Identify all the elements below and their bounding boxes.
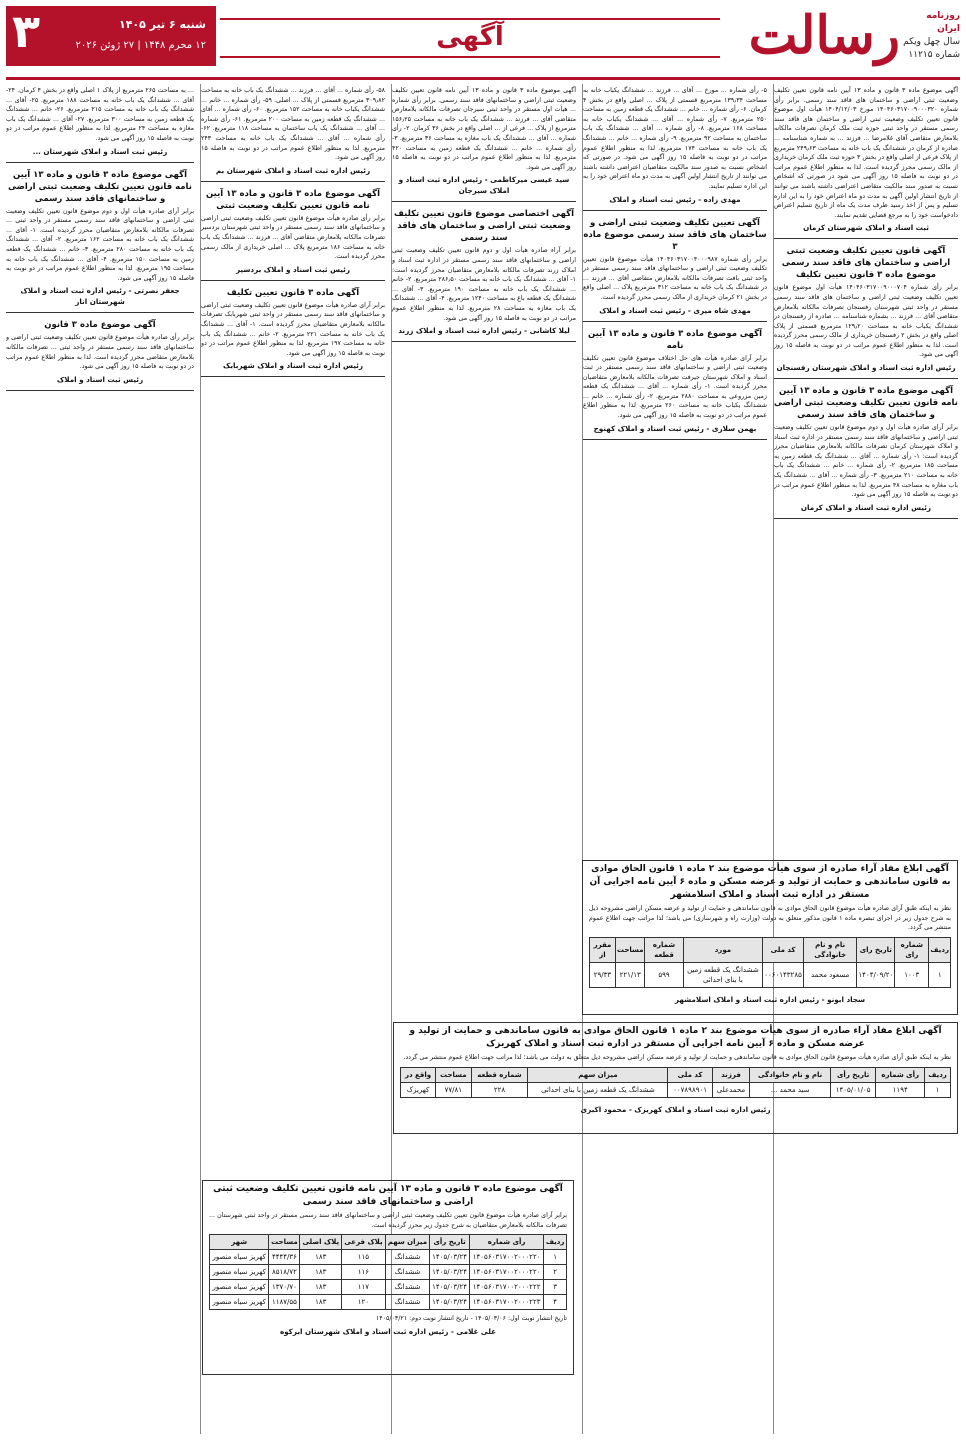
notice-signature: رئیس اداره ثبت اسناد و املاک شهرستان رفسنجان (776, 363, 956, 373)
table-header-cell: تاریخ رای (857, 937, 895, 962)
notice-title: آگهی ماده ۳ قانون تعیین تکلیف (226, 287, 360, 298)
notice-title: آگهی ابلاغ مفاد آراء صادره از سوی هیأت موضوع بند ۲ ماده ۱ قانون الحاق موادی به قانون ساماندهی و حمایت از تولید و عرضه مسکن و ماده ۶ آیین نامه اجرایی آن مستقر در اداره ثبت اسناد و املاک کهریزک (409, 1026, 942, 1049)
date-persian: شنبه ۶ تیر ۱۴۰۵ (118, 18, 206, 31)
table-cell: ۱۸۳ (300, 1280, 342, 1295)
table-cell: ۲ (544, 1265, 567, 1280)
table-cell: ۱۳۷۰/۷۰ (269, 1280, 300, 1295)
notice-signature: جعفر نصرتی - رئیس اداره ثبت اسناد و املاک شهرستان انار (20, 286, 180, 307)
legal-notice (392, 84, 576, 202)
notice-table-box-2 (393, 1022, 958, 1134)
table-cell: ششدانگ یک قطعه زمین با بنای احداثی (683, 962, 763, 987)
country: ایران (937, 24, 960, 34)
table-row (210, 1265, 567, 1280)
table-header-cell: فرزند (712, 1067, 750, 1082)
notice-intro: نظر به اینکه طبق آرای صادره هیأت موضوع قانون الحاق موادی به قانون ساماندهی و حمایت از تولید و عرضه مسکن اراضی مشروحه ذیل به شرح جدول زیر در اجرای تبصره ماده ۱ قانون مذکور متعلق به دولت (وزارت راه و شهرسازی) می باشد؛ لذا مراتب جهت اطلاع عموم منتشر می گردد. (589, 905, 951, 932)
table-header-cell: نام و نام خانوادگی (750, 1067, 831, 1082)
table-cell: ۱ (544, 1250, 567, 1265)
notice-signature: رئیس ثبت اسناد و املاک (56, 374, 144, 384)
table-cell: ۵۹۹ (645, 962, 683, 987)
table-header-cell: مقرر از (590, 937, 616, 962)
table-header-cell: ردیف (925, 1067, 951, 1082)
notice-title: آگهی موضوع ماده ۳ قانون (44, 320, 156, 331)
section-title: آگهی (436, 22, 504, 52)
notice-body: برابر آرای صادره هیأت اول و دوم موضوع قانون تعیین تکلیف وضعیت ثبتی اراضی و ساختمانهای فاقد سند رسمی مستقر در واحد ثبتی ... تصرفات مالکانه بلامعارض متقاضیان محرز گردیده است. ۱- آقای ... ششدانگ یک باب خانه به مساحت ۱۶۲ مترمربع. ۲- آقای ... ششدانگ یک باب خانه به مساحت ۲۸۰ مترمربع. ۳- خانم ... ششدانگ یک قطعه زمین به مساحت ۱۵۰ مترمربع. ۴- آقای ... ششدانگ یک باب خانه به مساحت ۱۹۵ مترمربع. لذا به منظور اطلاع عموم مراتب در دو نوبت به فاصله ۱۵ روز آگهی می شود. (6, 207, 194, 282)
table-cell: ۱۰۰۳ (895, 962, 929, 987)
table-cell: ششدانگ یک قطعه زمین با بنای احداثی (528, 1082, 668, 1097)
masthead-meta (902, 10, 960, 62)
page-number: ۳ (12, 4, 41, 58)
notice-signature: مهدی زاده - رئیس ثبت اسناد و املاک (609, 194, 741, 204)
publication-dates: تاریخ انتشار نوبت اول: ۱۴۰۵/۰۳/۰۶ - تاریخ انتشار نوبت دوم: ۱۴۰۵/۰۳/۲۱ (375, 1315, 567, 1323)
notice-body: برابر آرای صادره هیأت موضوع قانون تعیین تکلیف وضعیت ثبتی اراضی و ساختمانهای فاقد سند رسمی مستقر در واحد ثبتی شهربابک تصرفات مالکانه بلامعارض متقاضیان محرز گردیده است. ۱- آقای ... ششدانگ یک باب خانه به مساحت ۲۲۱ مترمربع. ۲- خانم ... ششدانگ یک باب خانه به مساحت ۱۹۷ مترمربع. لذا به منظور اطلاع عموم مراتب در دو نوبت به فاصله ۱۵ روز آگهی می شود. (201, 301, 385, 357)
table-cell: ۲۲۱/۱۳ (615, 962, 645, 987)
table-header-cell: ردیف (929, 937, 951, 962)
notice-signature: بهمن سلاری - رئیس ثبت اسناد و املاک کهنوج (593, 423, 757, 433)
table-cell: ششدانگ (385, 1295, 430, 1310)
paper-type: روزنامه (926, 11, 960, 21)
table-header-cell: پلاک اصلی (300, 1235, 342, 1250)
table-cell: ۱۱۸۷/۵۵ (269, 1295, 300, 1310)
table-header-cell: میزان سهم (385, 1235, 430, 1250)
notice-body: ۵۸- رأی شماره ... آقای ... فرزند ... ششدانگ یک باب خانه به مساحت ۳۰۹٫۸۲ مترمربع قسمتی از پلاک ... اصلی. ۵۹- رأی شماره ... خانم ... ششدانگ یکباب خانه به مساحت ۱۵۲ مترمربع. ۶۰- رأی شماره ... آقای ... ششدانگ یک قطعه زمین به مساحت ۲۰۰ مترمربع. ۶۱- رأی شماره ... آقای ... ششدانگ یک باب ساختمان به مساحت ۱۱۸ مترمربع. ۶۲- رأی شماره ... آقای ... ششدانگ یک باب خانه به مساحت ۲۴۳ مترمربع. لذا به منظور اطلاع عموم مراتب در دو نوبت به فاصله ۱۵ روز آگهی می شود. (201, 87, 385, 162)
table-header-cell: شماره قطعه (471, 1067, 528, 1082)
notice-body: ... به مساحت ۲۶۵ مترمربع از پلاک ۱ اصلی واقع در بخش ۴ کرمان. ۲۴- آقای ... ششدانگ یک باب خانه به مساحت ۱۸۸ مترمربع. ۲۵- آقای ... ششدانگ یک باب خانه به مساحت ۲۱۵ مترمربع. ۲۶- خانم ... ششدانگ یک قطعه زمین به مساحت ۳۰۰ مترمربع. ۲۷- آقای ... ششدانگ یک باب مغازه به مساحت ۲۴ مترمربع. لذا به منظور اطلاع عموم مراتب در دو نوبت به فاصله ۱۵ روز آگهی می شود. (6, 87, 194, 142)
legal-notice (6, 167, 194, 314)
table-header-cell: نام و نام خانوادگی (803, 937, 857, 962)
table-cell: محمدعلی (712, 1082, 750, 1097)
notice-signature: ثبت اسناد و املاک شهرستان کرمان (803, 223, 929, 233)
table-header-cell: شماره رای (895, 937, 929, 962)
notice-intro: نظر به اینکه طبق آرای صادره هیأت موضوع قانون الحاق موادی به قانون ساماندهی و حمایت از تولید و عرضه مسکن اراضی مشروحه ذیل متعلق به دولت می باشد؛ لذا مراتب جهت اطلاع عموم منتشر می گردد. (403, 1054, 951, 1061)
table-cell: ۱۴۰۵۶۰۳۱۷۰۰۲۰۰۰۲۲۲ (469, 1280, 543, 1295)
table-cell: ۱۲۰ (342, 1295, 386, 1310)
column-1 (774, 84, 958, 854)
table-cell: ۱۴۰۵/۰۳/۲۴ (430, 1280, 470, 1295)
table-header-cell: رأی شماره (876, 1067, 925, 1082)
table-header-cell: رأی شماره (469, 1235, 543, 1250)
column-5 (6, 84, 194, 1434)
table-row (210, 1295, 567, 1310)
notice-signature: سید عیسی میرکاظمی - رئیس اداره ثبت اسناد و املاک سیرجان (398, 175, 570, 196)
table-cell: ۷۷/۸۱ (436, 1082, 471, 1097)
table-cell: ۱۸۳ (300, 1265, 342, 1280)
notice-signature: مهدی شاه میری - رئیس ثبت اسناد و املاک (599, 305, 751, 315)
legal-notice (201, 285, 385, 378)
masthead (6, 4, 960, 80)
table-cell: ششدانگ (385, 1250, 430, 1265)
notice-body: آگهی موضوع ماده ۳ قانون و ماده ۱۳ آیین نامه قانون تعیین تکلیف وضعیت ثبتی اراضی و ساختمانهای فاقد سند رسمی. برابر رأی شماره ... هیأت اول مستقر در واحد ثبتی سیرجان تصرفات مالکانه بلامعارض متقاضی آقای ... فرزند ... ششدانگ یک باب خانه به مساحت ۱۵۶٫۲۵ مترمربع از پلاک ... فرعی از ... اصلی واقع در بخش ۳۶ کرمان. ۲- رأی شماره ... آقای ... ششدانگ یک باب مغازه به مساحت ۳۶ مترمربع. ۳- رأی شماره ... خانم ... ششدانگ یک قطعه زمین به مساحت ۴۲۰ مترمربع. لذا به منظور اطلاع عموم مراتب در دو نوبت به فاصله ۱۵ روز آگهی می شود. (392, 87, 576, 171)
legal-notice (6, 317, 194, 390)
table-row (401, 1082, 951, 1097)
table-cell: ۰۰۷۸۹۸۹۰۱ (668, 1082, 712, 1097)
notice-signature: سجاد ابونو - رئیس اداره ثبت اسناد و املاک اسلامشهر (674, 994, 866, 1004)
column-3 (392, 84, 576, 1169)
logo-block (720, 4, 960, 74)
table-cell: ۴۴۴۴/۳۶ (269, 1250, 300, 1265)
table-cell: ۰۰۶۰۱۴۳۲۸۵ (763, 962, 804, 987)
date-hijri-gregorian: ۱۲ محرم ۱۴۴۸ | ۲۷ ژوئن ۲۰۲۶ (75, 40, 206, 51)
table-cell: ۱۴۰۵۶۰۳۱۷۰۰۲۰۰۰۲۲۰ (469, 1250, 543, 1265)
issue-number: شماره ۱۱۲۱۵ (908, 50, 960, 60)
notice-body: برابر رأی شماره ۱۴۰۴۶۰۳۱۷۰۰۹۰۰۰۷۰۴ هیأت اول موضوع قانون تعیین تکلیف وضعیت ثبتی اراضی و ساختمان های فاقد سند رسمی مستقر در واحد ثبتی شهرستان رفسنجان تصرفات مالکانه بلامعارض متقاضی آقای ... فرزند ... بشماره شناسنامه ... صادره از رفسنجان در ششدانگ یکباب خانه به مساحت ۱۲۹٫۲۰ مترمربع قسمتی از پلاک اصلی واقع در بخش ۲ رفسنجان خریداری از مالک رسمی محرز گردیده است. لذا به منظور اطلاع عموم مراتب در دو نوبت به فاصله ۱۵ روز آگهی می شود. (774, 284, 958, 359)
table-cell: کهریز سیاه منصور (210, 1265, 269, 1280)
table-header-cell: کد ملی (763, 937, 804, 962)
column-4 (201, 84, 385, 1084)
table-cell: ۱۴۰۵/۰۳/۲۴ (430, 1295, 470, 1310)
legal-notice (774, 84, 958, 239)
table-cell: ۱۴۰۴/۰۹/۲۰ (857, 962, 895, 987)
table-cell: کهریز سیاه منصور (210, 1280, 269, 1295)
table-cell: کهریز سیاه منصور (210, 1250, 269, 1265)
notice-body: برابر رأی شماره ۱۴۰۴۶۰۳۱۷۰۰۴۰۰۰۹۸۷ هیأت موضوع قانون تعیین تکلیف وضعیت ثبتی اراضی و ساختمانهای فاقد سند رسمی مستقر در واحد ثبتی بافت تصرفات مالکانه بلامعارض متقاضی آقای ... فرزند ... در ششدانگ یک باب خانه به مساحت ۳۱۲ مترمربع پلاک ... اصلی واقع در بخش ۲۱ کرمان خریداری از مالک رسمی محرز گردیده است. (583, 255, 767, 301)
notice-title: آگهی موضوع ماده ۳ قانون و ماده ۱۳ آیین نامه قانون تعیین تکلیف وضعیت ثبتی (205, 188, 380, 211)
table-cell: ۱ (929, 962, 951, 987)
rulings-table (400, 1067, 951, 1098)
newspaper-logo: رسالت (748, 5, 900, 66)
notice-title: آگهی موضوع ماده ۳ قانون و ماده ۱۳ آیین نامه قانون تعیین تکلیف وضعیت ثبتی اراضی و ساختمان های فاقد سند رسمی (774, 386, 958, 421)
notice-title: آگهی موضوع ماده ۳ قانون و ماده ۱۳ آیین نامه قانون تعیین تکلیف وضعیت ثبتی اراضی و ساختمانهای فاقد سند رسمی (8, 169, 192, 204)
table-header-cell: مساحت (269, 1235, 300, 1250)
notice-body: آگهی موضوع ماده ۳ قانون و ماده ۱۳ آیین نامه قانون تعیین تکلیف وضعیت ثبتی اراضی و ساختمان های فاقد سند رسمی. برابر رأی شماره ۱۴۰۴۶۰۳۱۷۰۰۹۰۰۰۳۲۰ مورخ ۱۴۰۴/۱۲/۰۳ هیأت اول موضوع قانون تعیین تکلیف وضعیت ثبتی اراضی و ساختمان های فاقد سند رسمی مستقر در واحد ثبتی حوزه ثبت ملک کرمان تصرفات مالکانه بلامعارض متقاضی آقای غلامرضا ... فرزند ... به شماره شناسنامه ... صادره از کرمان در ششدانگ یک باب خانه به مساحت ۲۴۹٫۶۳ مترمربع از پلاک فرعی از اصلی واقع در بخش ۳ حوزه ثبت ملک کرمان خریداری از مالک رسمی محرز گردیده است. لذا به منظور اطلاع عموم مراتب در دو نوبت به فاصله ۱۵ روز آگهی می شود در صورتی که اشخاص نسبت به صدور سند مالکیت متقاضی اعتراضی داشته باشند می توانند از تاریخ انتشار اولین آگهی به مدت دو ماه اعتراض خود را به این اداره تسلیم و پس از اخذ رسید ظرف مدت یک ماه از تاریخ تسلیم اعتراض دادخواست خود را به مرجع قضایی تقدیم نمایند. (774, 87, 958, 219)
rulings-table (589, 937, 951, 988)
legal-notice (392, 206, 576, 342)
legal-notice (201, 84, 385, 182)
notice-title: آگهی ابلاغ مفاد آراء صادره از سوی هیأت موضوع بند ۲ ماده ۱ قانون الحاق موادی به قانون ساماندهی و حمایت از تولید و عرضه مسکن و ماده ۶ آیین نامه اجرایی آن مستقر در اداره ثبت اسناد و املاک اسلامشهر (589, 864, 951, 900)
notice-body: برابر آرای صادره هیأت های حل اختلاف موضوع قانون تعیین تکلیف وضعیت ثبتی اراضی و ساختمانهای فاقد سند رسمی مستقر در ثبت اسناد و املاک شهرستان جیرفت تصرفات مالکانه بلامعارض متقاضیان محرز گردیده است. ۱- رأی شماره ... آقای ... ششدانگ یک قطعه زمین مزروعی به مساحت ۲۸۸۰ مترمربع. ۲- رأی شماره ... خانم ... ششدانگ یکباب خانه به مساحت ۲۶۰ مترمربع. لذا به منظور اطلاع عموم مراتب در دو نوبت به فاصله ۱۵ روز آگهی می شود. (583, 354, 767, 420)
notice-table-box-3 (202, 1180, 574, 1375)
table-cell: ۲۹/۳۳ (590, 962, 616, 987)
date-box (6, 6, 216, 66)
notice-title: آگهی اختصاصی موضوع قانون تعیین تکلیف وضعیت ثبتی اراضی و ساختمان های فاقد سند رسمی (393, 209, 574, 244)
edition: سال چهل ویکم (903, 37, 960, 47)
notice-title: آگهی موضوع ماده ۳ قانون و ماده ۱۳ آیین نامه (587, 328, 762, 351)
notice-intro: برابر آرای صادره هیأت موضوع قانون تعیین تکلیف وضعیت ثبتی اراضی و ساختمانهای فاقد سند رسمی مستقر در واحد ثبتی شهرستان ... تصرفات مالکانه بلامعارض متقاضیان به شرح جدول زیر محرز گردیده است. (209, 1212, 567, 1229)
legal-notice (201, 186, 385, 281)
table-cell: ۱۸۳ (300, 1295, 342, 1310)
notice-signature: علی غلامی - رئیس اداره ثبت اسناد و املاک شهرستان ابرکوه (279, 1326, 497, 1336)
table-header-cell: مساحت (615, 937, 645, 962)
table-row (590, 962, 951, 987)
table-cell: ۱۱۹۴ (876, 1082, 925, 1097)
table-header-cell: واقع در (401, 1067, 436, 1082)
notice-signature: رئیس ثبت اسناد و املاک بردسیر (235, 264, 351, 274)
notice-body: برابر رأی صادره هیأت موضوع قانون تعیین تکلیف وضعیت ثبتی اراضی و ساختمانهای فاقد سند رسمی مستقر در واحد ثبتی ... تصرفات مالکانه بلامعارض متقاضی محرز گردیده است. لذا به منظور اطلاع عموم مراتب در دو نوبت به فاصله ۱۵ روز آگهی می شود. (6, 334, 194, 371)
table-cell: ۱۱۷ (342, 1280, 386, 1295)
table-header-cell: شماره قطعه (645, 937, 683, 962)
rulings-table (209, 1234, 567, 1310)
legal-notice (583, 84, 767, 211)
notice-body: برابر آرای صادره هیأت اول و دوم موضوع قانون تعیین تکلیف وضعیت ثبتی اراضی و ساختمانهای فاقد سند رسمی مستقر در اداره ثبت اسناد و املاک شهرستان کرمان تصرفات مالکانه بلامعارض متقاضیان محرز گردیده است: ۱- رأی شماره ... آقای ... ششدانگ یک قطعه زمین به مساحت ۱۸۵ مترمربع. ۲- رأی شماره ... خانم ... ششدانگ یک باب خانه به مساحت ۲۱۰ مترمربع. ۳- رأی شماره ... آقای ... ششدانگ یک باب مغازه به مساحت ۴۸ مترمربع. لذا به منظور اطلاع عموم مراتب در دو نوبت به فاصله ۱۵ روز آگهی می شود. (774, 424, 958, 499)
table-cell: ۱۴۰۵/۰۳/۲۴ (430, 1265, 470, 1280)
legal-notice (583, 326, 767, 440)
table-header-cell: تاریخ رأی (430, 1235, 470, 1250)
table-header-cell: مورد (683, 937, 763, 962)
table-header-cell: شهر (210, 1235, 269, 1250)
notice-table-box-1 (582, 860, 958, 1015)
notice-signature: لیلا کاشانی - رئیس اداره ثبت اسناد و املاک زرند (398, 326, 570, 336)
table-cell: مسعود محمد (803, 962, 857, 987)
legal-notice (583, 215, 767, 322)
section-banner (220, 18, 720, 58)
table-cell: ۱۴۰۵/۰۱/۰۵ (830, 1082, 875, 1097)
legal-notice (774, 383, 958, 519)
table-cell: ۳ (544, 1280, 567, 1295)
table-row (210, 1250, 567, 1265)
table-cell: ۱۸۳ (300, 1250, 342, 1265)
notice-title: آگهی موضوع ماده ۳ قانون و ماده ۱۳ آیین نامه قانون تعیین تکلیف وضعیت ثبتی اراضی و ساختمانهای فاقد سند رسمی (213, 1184, 563, 1207)
notice-title: آگهی قانون تعیین تکلیف وضعیت ثبتی اراضی و ساختمان های فاقد سند رسمی موضوع ماده ۳ قانون تعیین تکلیف (781, 246, 951, 281)
table-cell: ۱ (925, 1082, 951, 1097)
notice-signature: رئیس ثبت اسناد و املاک شهرستان ... (32, 146, 168, 156)
table-cell: ششدانگ (385, 1280, 430, 1295)
table-cell: ۱۱۶ (342, 1265, 386, 1280)
table-header-cell: تاریخ رأی (830, 1067, 875, 1082)
table-header-cell: ردیف (544, 1235, 567, 1250)
notice-body: برابر آراء صادره هیأت اول و دوم قانون تعیین تکلیف وضعیت ثبتی اراضی و ساختمانهای فاقد سند رسمی مستقر در اداره ثبت اسناد و املاک زرند تصرفات مالکانه بلامعارض متقاضیان محرز گردیده است: ۱- آقای ... ششدانگ یک باب خانه به مساحت ۲۸۶٫۵۰ مترمربع. ۲- خانم ... ششدانگ یک باب خانه به مساحت ۱۹۰ مترمربع. ۳- آقای ... ششدانگ یک قطعه باغ به مساحت ۱۲۴۰ مترمربع. ۴- آقای ... ششدانگ یک باب مغازه به مساحت ۲۸ مترمربع. لذا به منظور اطلاع عموم مراتب در دو نوبت به فاصله ۱۵ روز آگهی می شود. (392, 247, 576, 322)
table-header-cell: کد ملی (668, 1067, 712, 1082)
table-cell: ۲۲۸ (471, 1082, 528, 1097)
legal-notice (6, 84, 194, 163)
notice-signature: رئیس اداره ثبت اسناد و املاک شهرستان بم (215, 165, 371, 175)
notice-signature: رئیس اداره ثبت اسناد و املاک کهریزک - محمود اکبری (580, 1104, 771, 1114)
table-cell: ۱۱۵ (342, 1250, 386, 1265)
table-cell: ۱۴۰۵/۰۳/۲۴ (430, 1250, 470, 1265)
table-header-cell: پلاک فرعی (342, 1235, 386, 1250)
notice-body: ۵- رأی شماره ... مورخ ... آقای ... فرزند ... ششدانگ یکباب خانه به مساحت ۱۳۹٫۳۴ مترمربع قسمتی از پلاک ... اصلی واقع در بخش ۴ کرمان. ۶- رأی شماره ... خانم ... ششدانگ یک قطعه زمین به مساحت ۲۵۰ مترمربع. ۷- رأی شماره ... آقای ... ششدانگ یکباب خانه به مساحت ۱۶۸ مترمربع. ۸- رأی شماره ... آقای ... ششدانگ یک باب ساختمان به مساحت ۹۲ مترمربع. ۹- رأی شماره ... خانم ... ششدانگ یک باب خانه به مساحت ۱۷۴ مترمربع. لذا به منظور اطلاع عموم مراتب در دو نوبت به فاصله ۱۵ روز آگهی می شود. در صورتی که اشخاص نسبت به صدور سند مالکیت متقاضیان اعتراضی داشته باشند می توانند از تاریخ انتشار اولین آگهی به مدت دو ماه اعتراض خود را به این اداره تسلیم نمایند. (583, 87, 767, 190)
table-cell: کهریزک (401, 1082, 436, 1097)
table-cell: ۸۵۱۸/۷۲ (269, 1265, 300, 1280)
notice-signature: رئیس اداره ثبت اسناد و املاک کرمان (800, 502, 932, 512)
table-cell: کهریز سیاه منصور (210, 1295, 269, 1310)
table-cell: ۱۴۰۵۶۰۳۱۷۰۰۲۰۰۰۲۲۳ (469, 1295, 543, 1310)
table-cell: ۱۴۰۵۶۰۳۱۷۰۰۲۰۰۰۲۲۰ (469, 1265, 543, 1280)
notice-body: برابر رأی صادره هیأت موضوع قانون تعیین تکلیف وضعیت ثبتی اراضی و ساختمانهای فاقد سند رسمی مستقر در واحد ثبتی شهرستان بردسیر تصرفات مالکانه بلامعارض متقاضی آقای ... فرزند ... ششدانگ یک باب خانه به مساحت ۱۸۶ مترمربع پلاک ... اصلی خریداری از مالک رسمی محرز گردیده است. (201, 214, 385, 261)
table-cell: ۴ (544, 1295, 567, 1310)
table-row (210, 1280, 567, 1295)
table-header-cell: میزان سهم (528, 1067, 668, 1082)
notice-title: آگهی تعیین تکلیف وضعیت ثبتی اراضی و ساختمان های فاقد سند رسمی موضوع ماده ۳ (583, 217, 767, 252)
table-cell: ششدانگ (385, 1265, 430, 1280)
legal-notice (774, 243, 958, 379)
notice-signature: رئیس اداره ثبت اسناد و املاک شهربابک (223, 361, 363, 371)
column-2 (583, 84, 767, 854)
table-header-cell: مساحت (436, 1067, 471, 1082)
table-cell: سید محمد ... (750, 1082, 831, 1097)
